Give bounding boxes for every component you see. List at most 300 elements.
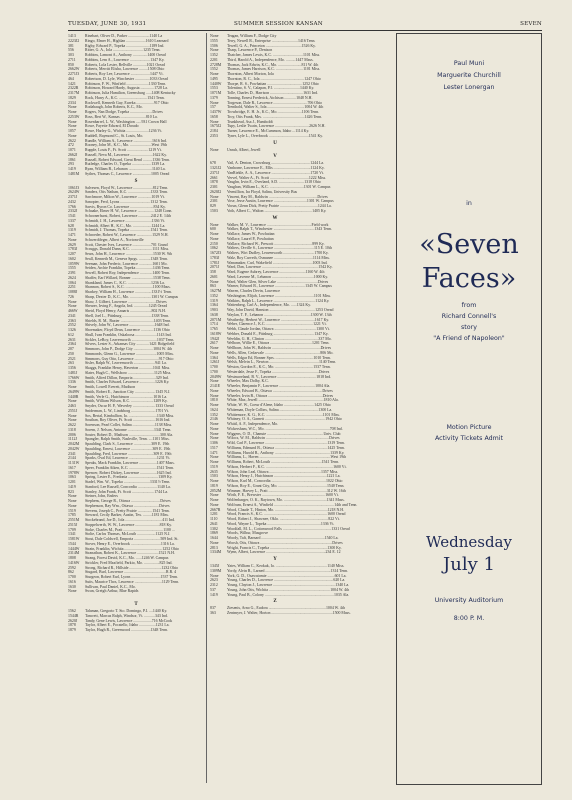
entry-phone: 1071 <box>68 148 76 152</box>
entry-phone: 1419 <box>68 484 76 489</box>
entry-text: Vaughan, William L., K.C. ...................................1301 W. Campus <box>227 185 331 189</box>
entry-text: Tandy, Gene Lewis, Lawrence ...................716 McCook <box>85 618 173 623</box>
entry-phone: 1627M <box>210 289 222 293</box>
entry-text: Williams, L., Haven .........................................................................West 19th <box>227 455 347 460</box>
entry-phone: None <box>210 119 219 124</box>
entry-text: Robbins, Lamont A., Anthony ...............1400 Oread <box>85 53 166 57</box>
entry-phone: 1819 <box>210 483 218 488</box>
entry-phone: 1201 <box>68 480 76 484</box>
entry-text: Webb, Claude Jordan, Ottawa ...........................................1300 Vt. <box>227 327 330 331</box>
entry-phone: 1644 <box>210 536 218 540</box>
entry-text: Spring, Lester E., Fredonia ...............................1309 Ky. <box>85 475 173 480</box>
entry-text: Rooney, John M., K.C., Mo. ......................West 19th <box>85 143 168 148</box>
entry-text: Wright, Francis C., Topeka ...........................................................1300 Ky. <box>227 545 342 550</box>
entry-phone: None <box>210 100 219 105</box>
entry-phone: 1112J <box>68 437 78 442</box>
entry-phone: None <box>210 431 219 436</box>
entry-text: Robinson, F. W., Winfield .......................1330 Tenn. <box>85 81 167 86</box>
entry-text: Russell, Robert Edward, Great Bend ..........1336 Tenn. <box>85 157 170 162</box>
entry-text: Steward, Cecily Barker, Austin, Tex. .........1181 Miss. <box>85 513 169 518</box>
entry-text: Robinson, Julia Hamilton, Greensburg ......1408 Kentucky <box>85 91 176 95</box>
entry-phone: None <box>210 379 219 384</box>
entry-text: Waylan, T. F., Lebanon ................................................1300 W. 13th <box>227 312 332 317</box>
entry-phone: 537 <box>210 587 216 592</box>
entry-text: Robbins, Lem A., Lawrence .....................1347 Ky. <box>85 57 165 62</box>
entry-text: Sewell, Robert Roy, Independence .............1400 Tenn. <box>85 271 170 275</box>
entry-text: Wilcox, W. M., Baldwin .................................................................Drives <box>227 436 340 441</box>
entry-phone: 263 <box>68 361 74 366</box>
entry-phone: 2251 <box>68 285 76 290</box>
entry-text: Wheeler, Irvin B., Ottawa ........................................................Drives <box>227 393 334 398</box>
header-page-number: SEVEN <box>520 21 542 27</box>
ad-day: Wednesday <box>426 533 512 551</box>
entry-text: Shearer, Irving F., Angola, Ind. ...............1245 Oread <box>85 304 168 309</box>
entry-phone: None <box>210 279 219 284</box>
entry-text: Rogers, Nan Dodge, Topeka .......................Drives <box>85 110 163 114</box>
entry-text: Steiner, John, Enders <box>85 494 118 499</box>
header-date: TUESDAY, JUNE 30, 1931 <box>68 21 147 27</box>
entry-text: Thorpe, R. S., Powhattan ....................................1252 Ohio <box>227 81 319 86</box>
entry-phone: 363 <box>210 611 216 615</box>
entry-text: Stover, Henry E., Overbrook ...............................1316 La. <box>85 541 175 546</box>
entry-text: Spaulding, Ernest, Lawrence ......................309 E. 19th <box>85 446 171 451</box>
entry-text: Robinson, Howard Hardy, Augusta ..............1728 La. <box>85 86 168 91</box>
entry-text: Woods, Wilbur, Musgrove <box>227 531 269 536</box>
entry-text: Schmidt, J. Thomas, Topeka .....................1541 Tenn. <box>85 228 168 233</box>
entry-phone: None <box>68 413 77 418</box>
entry-text: Webber, Donald E., Pittsburg ..........................................1347 Ky. <box>227 331 329 336</box>
entry-text: York, G. D., Osawatomie .....................................................................601 La. <box>227 573 347 578</box>
entry-text: Whiteman, Doyle Collins, Salina ........................................1300 La. <box>227 407 333 412</box>
entry-text: Walz, Roy Carveth, Osmanee ........................................1114 Miss. <box>227 255 330 260</box>
directory-entry <box>210 611 351 616</box>
entry-phone: 1352 <box>210 293 218 298</box>
entry-text: Seall, Kenneth M., Geneva Sprgs. ............1348 Tenn. <box>85 256 168 261</box>
entry-phone: 464 <box>68 76 74 81</box>
entry-text: Stout, Dale Coldwell, Emporia ...........................509 Ind. St. <box>85 537 179 541</box>
entry-phone: 2515J <box>68 522 78 527</box>
entry-phone: 2341 <box>68 451 76 456</box>
entry-text: Sarvis, Byron Co. Lawrence ........................834 Ky. <box>85 204 166 209</box>
entry-text: Tyner, Lyle L., Overbrook .........................................1541 Ky. <box>227 133 323 138</box>
entry-phone: None <box>210 540 219 545</box>
entry-phone: 1517 <box>210 445 218 450</box>
entry-phone: None <box>68 237 77 242</box>
entry-phone: 1869 <box>210 531 218 536</box>
entry-phone: 2551M <box>68 518 80 522</box>
entry-text: Skaggs, Franklin Henry, Haverton ..............1041 Miss. <box>85 366 171 370</box>
entry-text: Stephens, George R., Ottawa ..............................Drives <box>85 499 171 503</box>
section-letter: Y <box>273 557 277 562</box>
entry-text: Wanamaker, Carl, Wakefield .........................................1003 Ind. <box>227 260 328 265</box>
entry-phone: 2620J2 <box>210 189 222 194</box>
entry-text: Souter, Robert D., Madison ................................300 Ala. <box>85 432 174 437</box>
entry-text: Wattenberg, Carl A., Independence, Mo. ......1324 Ky. <box>227 303 311 308</box>
entry-text: Stanford, Lee Russell, Concordia ....................1140 La. <box>85 484 171 489</box>
entry-phone: 1638 <box>210 312 218 317</box>
entry-text: Smith, Robert E., Junction City .....................1345 N.J. <box>85 389 171 394</box>
entry-text: Warner, Edward B., Lawrence ...............................1345 W. Campus <box>227 284 332 289</box>
entry-text: Walters, Orville S., Lawrence .........................................115 E. 10th <box>227 246 332 251</box>
entry-text: VanRiekle, A. A., Lawrence ........................................1720 Vt. <box>227 170 324 175</box>
entry-text: Scruggs, Donald Dunn, K.C. ......................1111 Miss. <box>85 247 170 252</box>
entry-phone: 1062 <box>210 246 218 251</box>
entry-phone: 1861 <box>68 157 76 162</box>
entry-text: Wallace, James W., Powhattan <box>227 232 275 236</box>
entry-text: Wickersham, W.C., Mo. ..................................................................708 Ind. <box>227 426 343 431</box>
entry-phone: 2301 <box>210 185 218 189</box>
entry-text: Shively, John W., Lawrence ..........................1648 Ind. <box>85 323 170 328</box>
entry-phone: 1471 <box>68 233 76 237</box>
entry-phone: 1878 <box>210 180 218 185</box>
entry-phone: 2662W <box>68 67 80 72</box>
entry-phone: None <box>210 498 219 502</box>
entry-phone: 2617 <box>210 341 218 346</box>
entry-phone: None <box>210 422 219 426</box>
entry-phone: 1766 <box>68 204 76 209</box>
entry-text: Simmons, John P., Dodge City ....................1004 W. 4th <box>85 347 173 351</box>
entry-phone: 2322R <box>68 86 79 91</box>
entry-text: Wilson, Roy E., Grant City, Mo. ..................................................1540 Tenn. <box>227 483 345 488</box>
entry-text: Rigby, Edward P., Topeka ........................1189 Ind. <box>85 43 165 48</box>
entry-phone: 157 <box>210 105 216 110</box>
entry-text: Stolte, Carlos Thomas, McLouth ...................1125 N.J. <box>85 532 171 537</box>
entry-phone: 1829 <box>68 95 76 100</box>
entry-text: Slater, Hugh C., Wellsboro ...........................1125 Miss. <box>85 370 172 375</box>
entry-phone: 1544R <box>68 613 79 618</box>
entry-phone: None <box>210 34 219 38</box>
entry-text: Ross, Bert W., Kansas ..........................810 La. <box>85 114 158 119</box>
ad-film-title <box>400 228 538 296</box>
entry-text: Stanley, John Frank, Ft. Scott .......................1744 La. <box>85 489 169 494</box>
entry-phone: 1319 <box>68 228 76 233</box>
entry-phone: 1519 <box>210 464 218 469</box>
entry-phone: 1624 <box>210 407 218 412</box>
entry-text: Ryan, William B., Lebanon ........................1140 La. <box>85 167 166 171</box>
entry-text: Snyder, Oscar H. P., Waverley .......................1333 Oread <box>85 404 174 408</box>
entry-phone: 1553 <box>210 86 218 91</box>
entry-text: Thomas, Jack Edwin, K.C., Mo. ........................811 W. 4th <box>227 62 319 67</box>
entry-phone: 2071M <box>210 317 222 322</box>
entry-phone: 2049W <box>210 374 222 379</box>
entry-phone: 2641 <box>210 521 218 526</box>
entry-text: Wells, Allen, Cedarvale .........................................................806 Mo. <box>227 350 334 355</box>
entry-text: Schmidt, Albert H., K.C., Mo. ...................1244 La. <box>85 223 166 228</box>
entry-phone: 2667R <box>210 507 221 512</box>
entry-text: Sythes, Thomas C., Lawrence ...................1005 Oread <box>85 171 170 176</box>
entry-text: Tolentino, S. V., Calapan, P.I. ...........................1440 Ky. <box>227 86 315 91</box>
entry-phone: 2314M <box>68 551 80 556</box>
ad-film-title-line-1: «Seven <box>419 229 519 260</box>
entry-phone: 1334M <box>210 550 222 555</box>
section-letter: W <box>272 215 278 221</box>
entry-text: Wood, Wayne L., Topeka .......................................................1336 Vt. <box>227 521 335 526</box>
entry-text: Wild, Carl P., Lawrence ................................................................1319 Tenn. <box>227 441 345 445</box>
entry-text: Torgeson, Dale R., Lawrence ...................................706 Ohio <box>227 100 323 105</box>
entry-phone: 207 <box>68 347 74 351</box>
entry-phone: 1978W <box>68 470 80 475</box>
entry-text: Wells, Edgar Ed, Bonner Sprs. .......................................1010 Tenn. <box>227 355 331 360</box>
entry-text: Thornton, Albert Morton, Iola <box>227 72 274 76</box>
entry-text: Smith, Alfred Dillon, Emporia .......................329 Ind. <box>85 375 169 380</box>
entry-text: Schaake, Elmer H. W., Lawrence .................1248 Conn. <box>85 209 173 214</box>
entry-phone: None <box>68 499 77 503</box>
entry-phone: 1379 <box>210 95 218 100</box>
entry-phone: 1942J <box>210 336 220 341</box>
entry-phone: 1444W <box>68 546 80 551</box>
entry-phone: 1352 <box>210 53 218 57</box>
entry-text: Way, John David, Hanston ...............................................1253 Oread <box>227 308 334 312</box>
entry-text: Roberts, Roy Lee, Lawrence ....................1447 Vt. <box>85 72 164 76</box>
entry-phone: None <box>68 418 77 423</box>
entry-text: Wood, Francis S., K.C. .................................................................1600 Oread <box>227 512 346 517</box>
entry-phone: 1261J <box>210 360 220 365</box>
entry-text: Shankland, James C., K.C. ........................1236 La. <box>85 280 165 285</box>
entry-phone: 2052M <box>210 488 222 493</box>
entry-phone: 823 <box>68 489 74 494</box>
entry-phone: 1879 <box>68 628 76 632</box>
entry-text: Rupple, Louis F., Ft. Scott ......................1219 Vt. <box>85 148 162 152</box>
entry-phone: 2144 <box>68 456 76 461</box>
entry-phone: 726 <box>68 294 74 299</box>
entry-phone: 612 <box>68 332 74 337</box>
entry-phone: 1810 <box>210 398 218 403</box>
entry-text: Williams, Harold R., Anthony .........................................................1339 Ky. <box>227 450 345 455</box>
ad-place: University Auditorium <box>434 597 504 604</box>
entry-text: Rockwell, Kenneth Guy, Eureka ..................917 Ohio <box>85 100 169 105</box>
entry-phone: 2006 <box>68 432 76 437</box>
entry-phone: 2341 <box>68 313 76 318</box>
entry-text: Smith, Verle G., Hutchinson ........................1016 La. <box>85 394 168 399</box>
entry-phone: 2601 <box>210 274 218 279</box>
entry-text: Shell, Joel L., Pittsburg ..............................1338 Tenn. <box>85 313 169 318</box>
entry-phone: 1309M <box>210 568 222 573</box>
entry-phone: 2622 <box>68 138 76 143</box>
entry-text: Shannon, Robert S., K.C. ............................1100 Mass. <box>85 285 171 290</box>
entry-phone: 556 <box>68 48 74 53</box>
entry-phone: 2592 <box>68 565 76 570</box>
entry-text: Wheeler, Max Dolby, K.C. <box>227 379 269 384</box>
entry-text: Williams, Edmund B., Ottawa ......................................................1425 Tenn. <box>227 445 345 450</box>
entry-text: Sturgeon, Robert Earl, Lyons ..............................1537 Tenn. <box>85 575 178 579</box>
entry-text: Smith, Charles Edward, Lawrence ................1226 Ky. <box>85 380 170 385</box>
entry-phone: None <box>210 455 219 460</box>
entry-text: Strickler, Fred Maxfield, Parkio, Mo. ................825 Ind. <box>85 560 173 565</box>
entry-text: Spangler, Ralph Smith, Nashville, Tenn. ....1101 Miss. <box>85 437 170 442</box>
entry-phone: 1110 <box>210 517 218 521</box>
entry-phone: 293 <box>68 162 74 167</box>
entry-text: Taylor, Albert E., Pocatello, Idaho .................1231 La. <box>85 623 170 628</box>
entry-phone: None <box>68 503 77 508</box>
entry-phone: 2184 <box>210 129 218 133</box>
entry-text: Ward, Eugene Aubrey, Lawrence ...........................1160 W. 4th <box>227 270 325 274</box>
entry-phone: 1562 <box>68 609 76 613</box>
entry-text: Stoke, Charles M., Pratt .........................................1100 ... <box>85 527 175 532</box>
entry-text: Weston, Gordon E., K.C., Mo. .......................................1537 Tenn. <box>227 365 331 369</box>
header-rule <box>68 30 542 31</box>
entry-phone: 1700 <box>68 575 76 579</box>
entry-text: Schmidt, J. H., Lawrence ...........................1336 Vt. <box>85 218 166 223</box>
entry-phone: None <box>68 494 77 499</box>
entry-phone: 2813 <box>210 545 218 550</box>
entry-text: Sharkey, William H., Lawrence .................1331½ Tenn. <box>85 290 172 294</box>
entry-text: Third, Harold A., Independence, Mo. ..........1447 Mass. <box>227 57 314 62</box>
entry-text: Vervel, Walter A., Ft. Scott ........................................1222 Miss. <box>227 175 327 180</box>
entry-text: Wilson, Henry J., Hutchinson ......................................................1221 La. <box>227 474 341 479</box>
entry-phone: 2711 <box>68 57 76 62</box>
entry-phone: 1302 <box>210 526 218 531</box>
entry-text: Rowe, Fayette Edward, El Dorado <box>85 124 139 129</box>
entry-text: Shields, R. M., Baxter ..................................1403 Tenn. <box>85 318 172 323</box>
entry-text: Tolle, Charles D., Harrison ..................................1631 Ind. <box>227 91 319 95</box>
entry-phone: None <box>68 385 77 389</box>
entry-text: Trunkhead, Asa J., Humboldt <box>227 119 273 124</box>
ad-motion-line-1: Motion Picture <box>446 424 492 431</box>
entry-phone: 1207 <box>68 252 76 256</box>
entry-phone: 1765 <box>210 327 218 331</box>
entry-phone: 2521 <box>68 356 76 361</box>
ad-cast-name-2: Marguerite Churchill <box>437 72 501 79</box>
entry-phone: None <box>210 502 219 507</box>
entry-phone: 850 <box>68 62 74 67</box>
entry-phone: None <box>210 460 219 464</box>
entry-phone: 2661 <box>210 175 218 180</box>
ad-story-label: story <box>461 324 477 331</box>
entry-phone: 2649W <box>68 389 80 394</box>
entry-phone: 2622 <box>68 423 76 427</box>
entry-text: Sheid, Floyd Henry, Anaaris ......................802 N.H. <box>85 309 166 313</box>
entry-text: Wallace, Laurel P., Powhattan <box>227 236 274 241</box>
entry-text: Woodfall, M. L., Cottonwood Falls ..................................................1331 Oread <box>227 526 350 531</box>
entry-phone: 1630 <box>68 584 76 589</box>
column-divider <box>206 33 207 783</box>
entry-text: Wilson, John Leal, Ottawa .....................................................1357 Miss. <box>227 469 339 474</box>
entry-text: Unruh, Albert, Jewell <box>227 147 261 152</box>
entry-text: Tonning, Ernest Frederick, Atchison ............1048 N.H. <box>227 95 313 100</box>
entry-phone: 837 <box>210 606 216 611</box>
ad-cast-name-3: Lester Lonergan <box>443 84 495 91</box>
entry-text: Vorun, Glenn Dick, Pretty Prairie .......................................1244 La. <box>227 204 332 208</box>
entry-text: Woody, Taft, Barnard .................................................................1540 La. <box>227 536 339 540</box>
entry-text: Westmoreland, B. V., Lawrence ........................................1818 Ind. <box>227 374 332 379</box>
entry-phone: 1059W <box>68 261 80 266</box>
entry-text: Stadel, Wm. W., Topeka ...........................1331½ Tenn. <box>85 480 171 484</box>
entry-text: Schoonerhurst, Robert, Lawrence .............2412 E. 14th <box>85 214 171 218</box>
entry-phone: 2631 <box>68 337 76 342</box>
ad-time: 8:00 P. M. <box>453 615 485 622</box>
entry-phone: 1419 <box>68 167 76 171</box>
entry-phone: 1063 <box>68 475 76 480</box>
entry-text: Strong, Richard R., Hillside .................................1232 Ohio <box>85 565 179 570</box>
entry-text: Shoemaker, Floyd Dean, Lawrence .............1136 Ohio <box>85 328 170 332</box>
entry-phone: 2432 <box>68 199 76 204</box>
entry-phone: 381 <box>68 43 74 48</box>
entry-text: Vail, A. Denton, Crowsburg ........................................1244 La. <box>227 161 325 166</box>
entry-phone: 2141E <box>210 384 221 388</box>
entry-phone: None <box>210 493 219 498</box>
entry-phone: 1675J2 <box>210 124 222 129</box>
entry-phone: None <box>210 573 219 578</box>
entry-phone: 1903 <box>210 308 218 312</box>
entry-text: Wheeler, Edward B., Ottawa ...................................................Drives <box>227 388 333 393</box>
entry-text: Suits, Maurice Thos, Lawrence ............................1129 Tenn. <box>85 579 180 584</box>
entry-text: Spaulding, Fred, Lawrence ..........................309 E. 19th <box>85 451 172 456</box>
entry-text: Wilson, Karl M., Concordia ........................................................1022 Ohio <box>227 479 343 483</box>
entry-phone: 472 <box>68 143 74 148</box>
entry-phone: 1709 <box>68 527 76 532</box>
entry-phone: None <box>210 147 219 152</box>
entry-phone: 1555 <box>210 38 218 43</box>
entry-text: Walters, Wirt Dudley, Leavenworth ................................1700 Ky. <box>227 251 329 255</box>
entry-text: Wallace, Richard W., Prescott .......................................899 Ky. <box>227 241 325 246</box>
entry-text: White, W. W., Coeur d'Alene, Idaho ...............................1425 Ohio <box>227 403 331 407</box>
entry-text: Seiden, Archie Franklin, Topeka .................1436 Tenn. <box>85 266 171 271</box>
entry-text: Vose, Jesse Austin, Lawrence ..................................1301 W. Campus <box>227 199 334 204</box>
entry-text: Sisler, Ralph W., Leavenworth ......................941 La. <box>85 361 167 366</box>
entry-phone: 2624W <box>68 190 80 195</box>
entry-phone: 2364 <box>68 342 76 347</box>
entry-phone: 1495 <box>210 76 218 81</box>
entry-text: Rinehart, Oliver D., Parker ......................1140 La <box>85 34 163 38</box>
entry-text: Sos, Bertal, Kimballton, Ia. .............................1340 Miss. <box>85 413 175 418</box>
entry-text: Teagan, William F., Dodge City <box>227 34 277 38</box>
ad-film-title-line-2: Faces» <box>421 263 517 294</box>
entry-phone: 1471 <box>210 450 218 455</box>
entry-phone: 1481J <box>68 370 78 375</box>
entry-phone: 1519 <box>68 508 76 513</box>
entry-text: Talaman, Gregorio T. Sto. Domingo, P.I. ....1440 Ky. <box>85 609 168 613</box>
entry-phone: 600 <box>210 227 216 232</box>
entry-phone: None <box>210 72 219 76</box>
entry-phone: 1440W <box>210 81 222 86</box>
ad-from-label: from <box>461 302 477 309</box>
entry-phone: 1878 <box>68 623 76 628</box>
ad-cast <box>400 58 538 94</box>
entry-text: Sniderman, L. W., Lindsborg .........................1701 Vt. <box>85 408 170 413</box>
entry-phone: 1555 <box>68 266 76 271</box>
ad-story-title: "A Friend of Napoleon" <box>433 335 505 342</box>
entry-text: Strain, Franklin, Wichita .......................................1252 Ohio <box>85 546 179 551</box>
entry-text: Roberts, Lola Lester, Bellville ..............1021 Oread <box>85 62 165 67</box>
entry-text: Rundle, William A., Lawrence ...................1616 Ind. <box>85 138 167 143</box>
entry-phone: 1700 <box>210 369 218 374</box>
entry-text: Tancrett, Marcus Ralph, Windsor, Vt. ...........343 Ind. <box>85 613 168 618</box>
entry-phone: None <box>210 479 219 483</box>
entry-phone: 1618W <box>210 331 222 336</box>
entry-phone: 1785 <box>68 513 76 518</box>
entry-text: Sharp, Dexter D., K.C., Mo. ......................1301 W. Campus <box>85 294 179 299</box>
entry-phone: 2253W <box>68 114 80 119</box>
entry-phone: 2042W <box>68 446 80 451</box>
entry-phone: 466W <box>68 309 78 313</box>
header-title: SUMMER SESSION KANSAN <box>234 21 323 27</box>
entry-phone: 2301 <box>210 199 218 204</box>
entry-text: Roberts, Merritt Elisha, Lawrence .........1508 Ohio <box>85 67 165 72</box>
ad-admission <box>400 422 538 444</box>
entry-phone: 1352 <box>210 412 218 417</box>
entry-phone: 1088J <box>68 290 78 294</box>
entry-phone: 1503 <box>210 474 218 479</box>
entry-phone: 1766W <box>68 375 80 380</box>
entry-text: Rock, Harry A., K.C. .............................1541 Tenn. <box>85 95 165 100</box>
directory-entry <box>210 134 340 139</box>
entry-text: Wirth, F. E., Brewster .................................................................1600 Vt. <box>227 493 339 498</box>
entry-phone: 1617 <box>68 465 76 470</box>
entry-phone: 1481M <box>68 171 80 176</box>
entry-phone: 1714 <box>210 322 218 327</box>
entry-phone: 1581W <box>68 537 80 541</box>
section-letter: S <box>134 178 138 184</box>
